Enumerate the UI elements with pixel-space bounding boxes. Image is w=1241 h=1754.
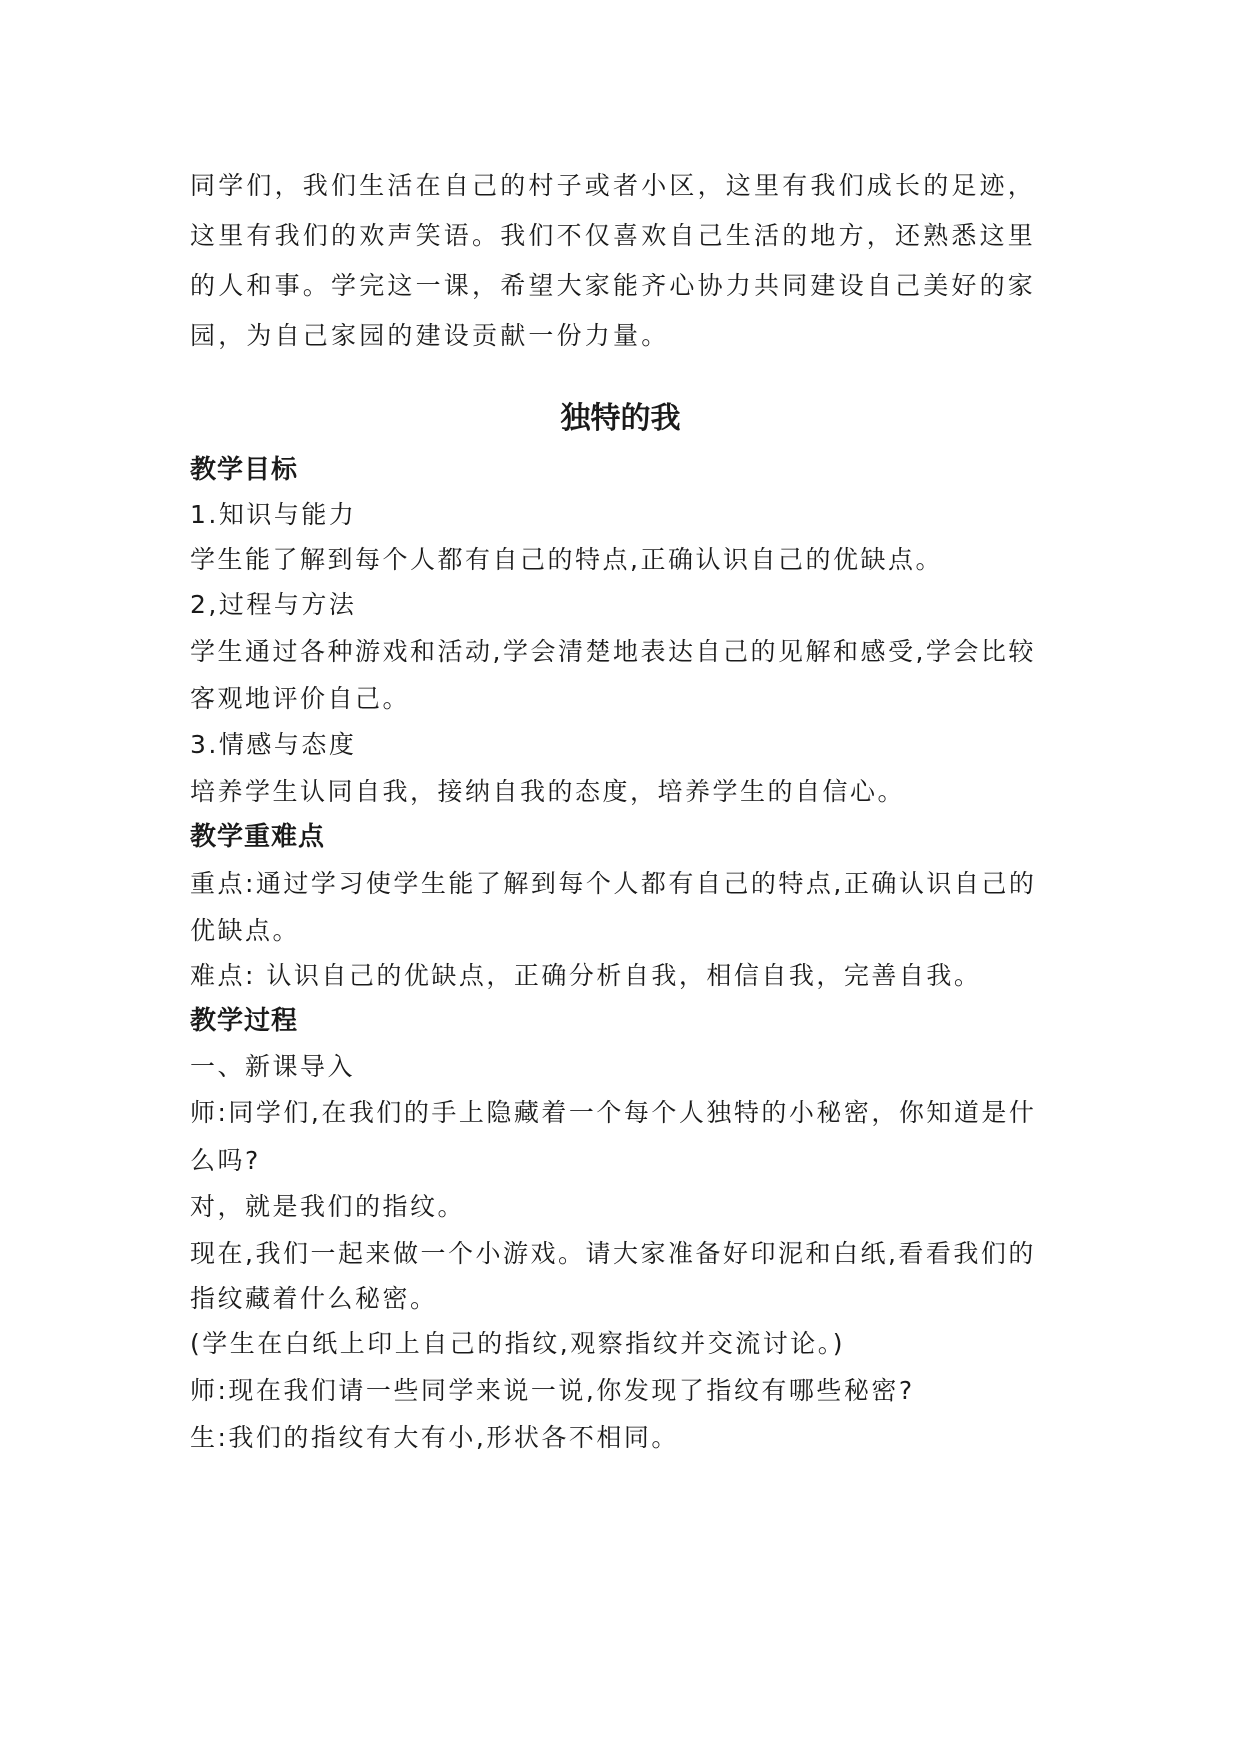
keypoints-heading: 教学重难点 bbox=[190, 822, 326, 852]
process-heading: 教学过程 bbox=[190, 1006, 299, 1036]
goal3-text: 培养学生认同自我，接纳自我的态度，培养学生的自信心。 bbox=[190, 777, 906, 806]
activity-line2: 指纹藏着什么秘密。 bbox=[190, 1284, 438, 1313]
goals-heading: 教学目标 bbox=[190, 455, 299, 485]
teacher-question-line1: 师:同学们,在我们的手上隐藏着一个每个人独特的小秘密，你知道是什 bbox=[190, 1098, 1037, 1127]
goal3-heading: 3.情感与态度 bbox=[190, 730, 357, 759]
difficulty-text: 难点: 认识自己的优缺点，正确分析自我，相信自我，完善自我。 bbox=[190, 961, 982, 990]
activity-note: (学生在白纸上印上自己的指纹,观察指纹并交流讨论。) bbox=[190, 1329, 845, 1358]
goal1-text: 学生能了解到每个人都有自己的特点,正确认识自己的优缺点。 bbox=[190, 545, 943, 574]
student-answer: 生:我们的指纹有大有小,形状各不相同。 bbox=[190, 1423, 679, 1452]
lesson-content bbox=[190, 449, 1060, 1460]
keypoint-line2: 优缺点。 bbox=[190, 916, 301, 945]
goal2-text-line2: 客观地评价自己。 bbox=[190, 684, 411, 713]
answer-text: 对，就是我们的指纹。 bbox=[190, 1192, 466, 1221]
teacher-prompt: 师:现在我们请一些同学来说一说,你发现了指纹有哪些秘密? bbox=[190, 1376, 915, 1405]
goal2-heading: 2,过程与方法 bbox=[190, 590, 357, 619]
goal2-text-line1: 学生通过各种游戏和活动,学会清楚地表达自己的见解和感受,学会比较 bbox=[190, 637, 1036, 666]
goal1-heading: 1.知识与能力 bbox=[190, 500, 357, 529]
step1-heading: 一、新课导入 bbox=[190, 1052, 356, 1081]
activity-line1: 现在,我们一起来做一个小游戏。请大家准备好印泥和白纸,看看我们的 bbox=[190, 1239, 1036, 1268]
lesson-title: 独特的我 bbox=[560, 401, 681, 436]
keypoint-line1: 重点:通过学习使学生能了解到每个人都有自己的特点,正确认识自己的 bbox=[190, 869, 1037, 898]
teacher-question-line2: 么吗? bbox=[190, 1146, 261, 1175]
intro-paragraph: 同学们，我们生活在自己的村子或者小区，这里有我们成长的足迹，这里有我们的欢声笑语。我们不仅喜欢自己生活的地方，还熟悉这里的人和事。学完这一课，希望大家能齐心协力共同建设自己美好的家园，为自己家园的建设贡献一份力量。 bbox=[190, 171, 1037, 350]
